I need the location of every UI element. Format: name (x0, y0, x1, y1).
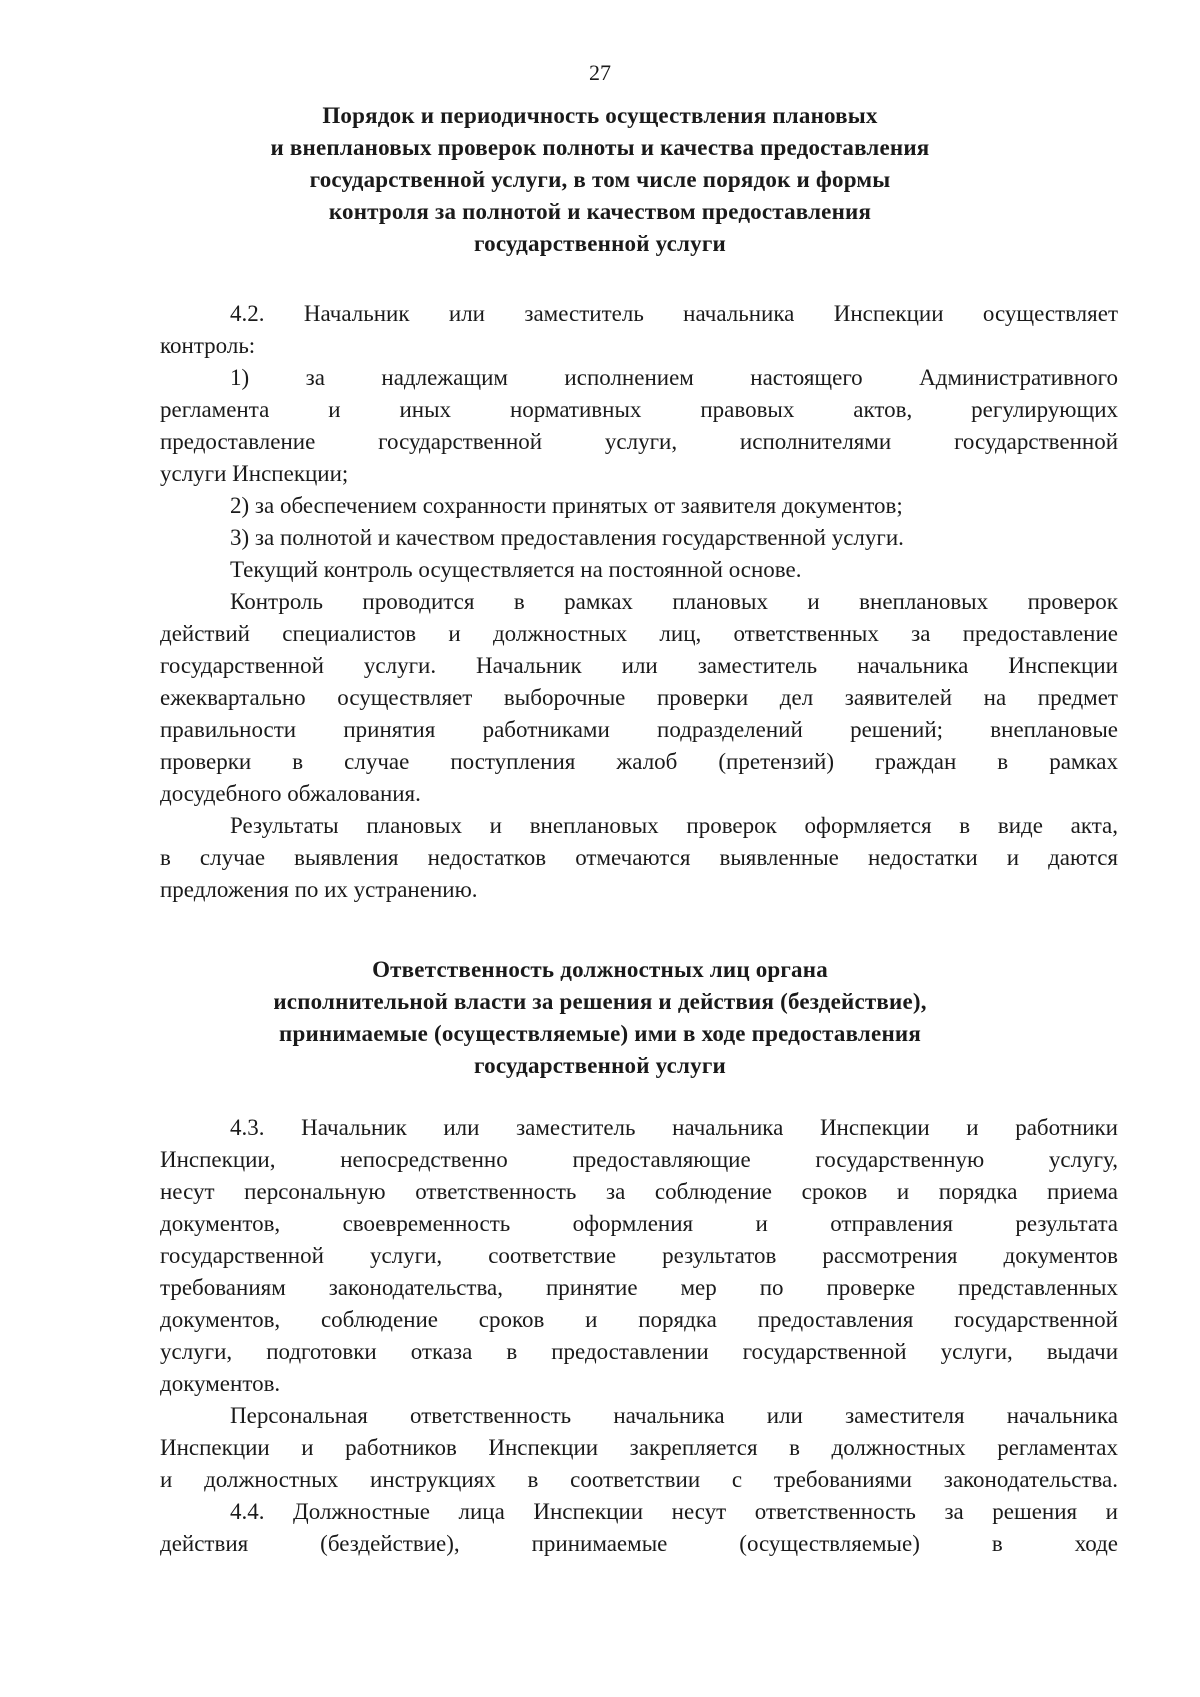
text-line: 3) за полнотой и качеством предоставления государственной услуги. (230, 525, 904, 550)
text-line: правильности принятия работниками подразделений решений; внеплановые (160, 717, 1118, 742)
text-line: 4.3. Начальник или заместитель начальника Инспекции и работники (230, 1115, 1118, 1140)
heading-line: государственной услуги (474, 1053, 726, 1078)
text-line: 4.2. Начальник или заместитель начальника Инспекции осуществляет (230, 301, 1118, 326)
text-line: ежеквартально осуществляет выборочные проверки дел заявителей на предмет (160, 685, 1118, 710)
text-line: предложения по их устранению. (160, 877, 478, 902)
text-line: несут персональную ответственность за соблюдение сроков и порядка приема (160, 1179, 1118, 1204)
text-line: контроль: (160, 333, 256, 358)
text-line: проверки в случае поступления жалоб (претензий) граждан в рамках (160, 749, 1118, 774)
text-line: Инспекции и работников Инспекции закрепляется в должностных регламентах (160, 1435, 1118, 1460)
heading-line: и внеплановых проверок полноты и качества предоставления (270, 135, 930, 160)
section-body-responsibility (160, 1112, 1118, 1560)
text-line: действия (бездействие), принимаемые (осуществляемые) в ходе (160, 1531, 1118, 1556)
text-line: государственной услуги. Начальник или заместитель начальника Инспекции (160, 653, 1118, 678)
text-line: Результаты плановых и внеплановых проверок оформляется в виде акта, (230, 813, 1118, 838)
text-line: и должностных инструкциях в соответствии с требованиями законодательства. (160, 1467, 1118, 1492)
page-number: 27 (589, 60, 611, 85)
text-line: 1) за надлежащим исполнением настоящего Административного (230, 365, 1118, 390)
text-line: Персональная ответственность начальника или заместителя начальника (230, 1403, 1118, 1428)
text-line: Контроль проводится в рамках плановых и внеплановых проверок (230, 589, 1118, 614)
text-line: документов. (160, 1371, 281, 1396)
heading-line: государственной услуги (474, 231, 726, 256)
text-line: досудебного обжалования. (160, 781, 421, 806)
text-line: услуги Инспекции; (160, 461, 349, 486)
heading-line: принимаемые (осуществляемые) ими в ходе предоставления (279, 1021, 921, 1046)
text-line: услуги, подготовки отказа в предоставлении государственной услуги, выдачи (160, 1339, 1118, 1364)
text-line: действий специалистов и должностных лиц, ответственных за предоставление (160, 621, 1118, 646)
text-line: Инспекции, непосредственно предоставляющие государственную услугу, (160, 1147, 1118, 1172)
heading-line: государственной услуги, в том числе порядок и формы (309, 167, 891, 192)
section-heading-inspections (150, 100, 1050, 260)
text-line: 4.4. Должностные лица Инспекции несут ответственность за решения и (230, 1499, 1118, 1524)
text-line: требованиям законодательства, принятие мер по проверке представленных (160, 1275, 1118, 1300)
text-line: предоставление государственной услуги, исполнителями государственной (160, 429, 1118, 454)
heading-line: Ответственность должностных лиц органа (372, 957, 828, 982)
text-line: Текущий контроль осуществляется на постоянной основе. (230, 557, 802, 582)
text-line: в случае выявления недостатков отмечаются выявленные недостатки и даются (160, 845, 1118, 870)
section-body-inspections (160, 298, 1118, 906)
section-heading-responsibility (150, 954, 1050, 1082)
text-line: государственной услуги, соответствие результатов рассмотрения документов (160, 1243, 1118, 1268)
heading-line: контроля за полнотой и качеством предоставления (328, 199, 872, 224)
heading-line: Порядок и периодичность осуществления плановых (322, 103, 878, 128)
heading-line: исполнительной власти за решения и действия (бездействие), (273, 989, 927, 1014)
text-line: регламента и иных нормативных правовых актов, регулирующих (160, 397, 1118, 422)
text-line: документов, соблюдение сроков и порядка предоставления государственной (160, 1307, 1118, 1332)
text-line: 2) за обеспечением сохранности принятых от заявителя документов; (230, 493, 903, 518)
text-line: документов, своевременность оформления и отправления результата (160, 1211, 1118, 1236)
